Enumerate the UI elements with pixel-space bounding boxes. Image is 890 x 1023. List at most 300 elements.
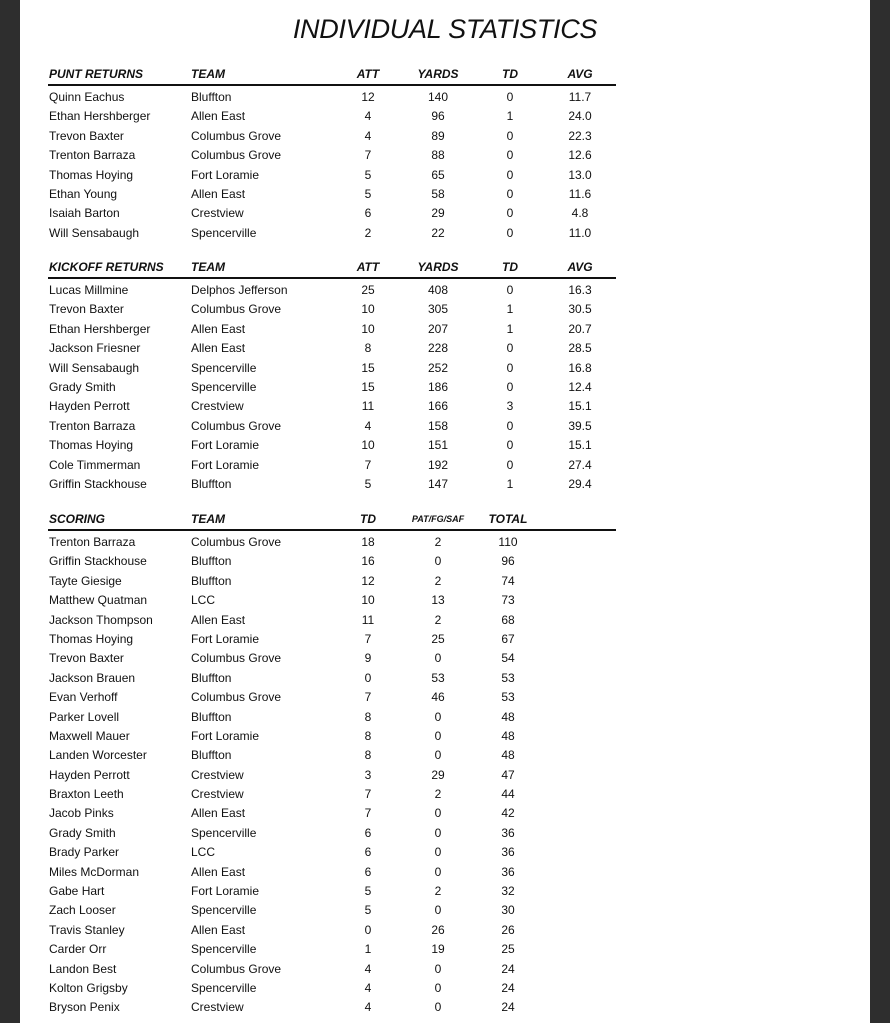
avg-value: 39.5	[568, 418, 592, 433]
yards-value: 65	[431, 167, 445, 182]
avg-value: 22.3	[568, 128, 592, 143]
player-name: Parker Lovell	[49, 709, 120, 724]
pat-fg-saf-value: 0	[434, 1000, 442, 1015]
player-name: Jackson Friesner	[49, 341, 141, 356]
yards-value: 252	[427, 360, 449, 375]
total-value: 67	[501, 631, 515, 646]
table-row	[48, 939, 616, 958]
td-value: 0	[506, 167, 514, 182]
att-value: 8	[364, 341, 372, 356]
td-value: 0	[506, 186, 514, 201]
td-value: 16	[361, 554, 375, 569]
table-row	[48, 668, 616, 687]
player-name: Miles McDorman	[49, 864, 140, 879]
total-value: 48	[501, 748, 515, 763]
player-name: Griffin Stackhouse	[49, 554, 147, 569]
team-name: Bluffton	[191, 90, 232, 104]
td-value: 0	[506, 438, 514, 453]
kickoff-returns-header	[48, 259, 616, 279]
player-name: Carder Orr	[49, 942, 107, 957]
att-value: 15	[361, 379, 375, 394]
td-value: 6	[364, 864, 372, 879]
yards-value: 228	[427, 341, 449, 356]
team-name: Columbus Grove	[191, 961, 282, 976]
player-name: Ethan Young	[49, 186, 118, 201]
col-header-td: TD	[502, 260, 518, 274]
avg-value: 4.8	[571, 206, 589, 221]
punt-returns-header	[48, 66, 616, 86]
col-header-pat-fg-saf: PAT/FG/SAF	[411, 514, 465, 524]
col-header-team: TEAM	[191, 67, 225, 81]
td-value: 0	[506, 283, 514, 297]
att-value: 6	[364, 206, 372, 221]
table-row	[48, 765, 616, 784]
total-value: 36	[501, 825, 515, 840]
team-name: Delphos Jefferson	[191, 283, 288, 297]
td-value: 6	[364, 845, 372, 860]
td-value: 0	[506, 148, 514, 163]
table-row	[48, 435, 616, 454]
table-row	[48, 551, 616, 570]
att-value: 4	[364, 128, 372, 143]
yards-value: 58	[431, 186, 445, 201]
td-value: 8	[364, 748, 372, 763]
pat-fg-saf-value: 2	[434, 535, 442, 549]
total-value: 30	[501, 903, 515, 918]
player-name: Braxton Leeth	[49, 787, 124, 802]
player-name: Will Sensabaugh	[49, 360, 140, 375]
td-value: 7	[364, 806, 372, 821]
team-name: Spencerville	[191, 903, 257, 918]
pat-fg-saf-value: 0	[434, 728, 442, 743]
avg-value: 29.4	[568, 476, 592, 491]
team-name: Bluffton	[191, 709, 232, 724]
total-value: 48	[501, 728, 515, 743]
total-value: 54	[501, 651, 515, 666]
team-name: Columbus Grove	[191, 128, 282, 143]
total-value: 36	[501, 845, 515, 860]
col-header-yards: YARDS	[417, 260, 459, 274]
avg-value: 30.5	[568, 302, 592, 317]
avg-value: 11.0	[568, 225, 592, 240]
td-value: 12	[361, 573, 375, 588]
att-value: 5	[364, 476, 372, 491]
avg-value: 27.4	[568, 457, 592, 472]
team-name: Crestview	[191, 399, 244, 414]
td-value: 0	[364, 922, 372, 937]
player-name: Gabe Hart	[49, 884, 105, 899]
avg-value: 12.6	[568, 148, 592, 163]
td-value: 11	[361, 612, 375, 627]
td-value: 0	[506, 379, 514, 394]
table-row	[48, 416, 616, 435]
table-row	[48, 223, 616, 242]
col-header-att: ATT	[356, 67, 380, 81]
td-value: 7	[364, 690, 372, 705]
player-name: Hayden Perrott	[49, 399, 130, 414]
pat-fg-saf-value: 0	[434, 825, 442, 840]
player-name: Trevon Baxter	[49, 651, 124, 666]
player-name: Brady Parker	[49, 845, 120, 860]
player-name: Trevon Baxter	[49, 302, 124, 317]
team-name: Columbus Grove	[191, 302, 282, 317]
pat-fg-saf-value: 2	[434, 573, 442, 588]
table-row	[48, 823, 616, 842]
player-name: Lucas Millmine	[49, 283, 129, 297]
table-row	[48, 920, 616, 939]
table-row	[48, 338, 616, 357]
table-row	[48, 455, 616, 474]
avg-value: 24.0	[568, 109, 592, 124]
table-row	[48, 145, 616, 164]
table-row	[48, 959, 616, 978]
total-value: 68	[501, 612, 515, 627]
player-name: Isaiah Barton	[49, 206, 120, 221]
total-value: 42	[501, 806, 515, 821]
att-value: 12	[361, 90, 375, 104]
total-value: 53	[501, 690, 515, 705]
player-name: Trenton Barraza	[49, 418, 136, 433]
total-value: 36	[501, 864, 515, 879]
att-value: 7	[364, 148, 372, 163]
team-name: Crestview	[191, 787, 244, 802]
col-header-team: TEAM	[191, 260, 225, 274]
player-name: Jackson Thompson	[49, 612, 153, 627]
td-value: 1	[506, 109, 514, 124]
table-row	[48, 377, 616, 396]
table-row	[48, 396, 616, 415]
team-name: Crestview	[191, 1000, 244, 1015]
viewer-frame-right	[870, 0, 890, 1023]
table-row	[48, 126, 616, 145]
total-value: 24	[501, 1000, 515, 1015]
yards-value: 166	[427, 399, 449, 414]
col-header-td: TD	[502, 67, 518, 81]
team-name: Columbus Grove	[191, 535, 282, 549]
team-name: Bluffton	[191, 476, 232, 491]
td-value: 4	[364, 961, 372, 976]
team-name: Fort Loramie	[191, 728, 260, 743]
table-row	[48, 203, 616, 222]
team-name: Fort Loramie	[191, 884, 260, 899]
yards-value: 140	[427, 90, 449, 104]
att-value: 10	[361, 321, 375, 336]
table-row	[48, 726, 616, 745]
col-header-att: ATT	[356, 260, 380, 274]
total-value: 24	[501, 980, 515, 995]
total-value: 25	[501, 942, 515, 957]
player-name: Trevon Baxter	[49, 128, 124, 143]
td-value: 0	[506, 206, 514, 221]
yards-value: 96	[431, 109, 445, 124]
td-value: 0	[506, 418, 514, 433]
table-row	[48, 358, 616, 377]
team-name: Bluffton	[191, 554, 232, 569]
pat-fg-saf-value: 25	[431, 631, 445, 646]
avg-value: 11.7	[568, 90, 592, 104]
pat-fg-saf-value: 2	[434, 787, 442, 802]
table-row	[48, 648, 616, 667]
pat-fg-saf-value: 0	[434, 864, 442, 879]
att-value: 4	[364, 418, 372, 433]
table-row	[48, 900, 616, 919]
td-value: 3	[364, 767, 372, 782]
table-row	[48, 571, 616, 590]
team-name: Columbus Grove	[191, 690, 282, 705]
team-name: Bluffton	[191, 573, 232, 588]
pat-fg-saf-value: 0	[434, 554, 442, 569]
team-name: Columbus Grove	[191, 418, 282, 433]
player-name: Jacob Pinks	[49, 806, 114, 821]
table-row	[48, 165, 616, 184]
att-value: 25	[361, 283, 375, 297]
td-value: 5	[364, 903, 372, 918]
team-name: Spencerville	[191, 825, 257, 840]
td-value: 0	[506, 90, 514, 104]
total-value: 48	[501, 709, 515, 724]
col-header-td: TD	[360, 512, 376, 526]
att-value: 11	[361, 399, 375, 414]
table-row	[48, 319, 616, 338]
team-name: Spencerville	[191, 942, 257, 957]
pat-fg-saf-value: 0	[434, 709, 442, 724]
kickoff-returns-table	[48, 259, 616, 493]
att-value: 10	[361, 438, 375, 453]
avg-value: 16.8	[568, 360, 592, 375]
total-value: 44	[501, 787, 515, 802]
team-name: Bluffton	[191, 670, 232, 685]
col-header-avg: AVG	[567, 67, 593, 81]
table-row	[48, 687, 616, 706]
player-name: Quinn Eachus	[49, 90, 125, 104]
pat-fg-saf-value: 46	[431, 690, 445, 705]
table-row	[48, 978, 616, 997]
att-value: 4	[364, 109, 372, 124]
team-name: Spencerville	[191, 360, 257, 375]
team-name: Fort Loramie	[191, 438, 260, 453]
table-row	[48, 87, 616, 106]
yards-value: 207	[427, 321, 449, 336]
punt-returns-rows	[48, 87, 616, 242]
player-name: Kolton Grigsby	[49, 980, 128, 995]
avg-value: 11.6	[568, 186, 592, 201]
table-row	[48, 474, 616, 493]
td-value: 1	[506, 321, 514, 336]
team-name: Allen East	[191, 864, 246, 879]
table-row	[48, 610, 616, 629]
team-name: LCC	[191, 593, 216, 608]
team-name: Spencerville	[191, 225, 257, 240]
team-name: Allen East	[191, 922, 246, 937]
yards-value: 305	[427, 302, 449, 317]
team-name: Allen East	[191, 186, 246, 201]
col-header-team: TEAM	[191, 512, 225, 526]
td-value: 10	[361, 593, 375, 608]
table-row	[48, 299, 616, 318]
player-name: Thomas Hoying	[49, 438, 134, 453]
team-name: Allen East	[191, 341, 246, 356]
col-header-category: SCORING	[49, 512, 106, 526]
avg-value: 15.1	[568, 399, 592, 414]
pat-fg-saf-value: 13	[431, 593, 445, 608]
scoring-header	[48, 511, 616, 531]
pat-fg-saf-value: 0	[434, 845, 442, 860]
table-row	[48, 280, 616, 299]
player-name: Matthew Quatman	[49, 593, 148, 608]
table-row	[48, 106, 616, 125]
team-name: Allen East	[191, 321, 246, 336]
col-header-total: TOTAL	[488, 512, 528, 526]
yards-value: 192	[427, 457, 449, 472]
team-name: Allen East	[191, 612, 246, 627]
team-name: Fort Loramie	[191, 631, 260, 646]
team-name: Allen East	[191, 109, 246, 124]
total-value: 53	[501, 670, 515, 685]
avg-value: 15.1	[568, 438, 592, 453]
td-value: 0	[364, 670, 372, 685]
avg-value: 12.4	[568, 379, 592, 394]
player-name: Ethan Hershberger	[49, 109, 151, 124]
pat-fg-saf-value: 26	[431, 922, 445, 937]
total-value: 26	[501, 922, 515, 937]
table-row	[48, 862, 616, 881]
pat-fg-saf-value: 0	[434, 961, 442, 976]
viewer-frame-left	[0, 0, 20, 1023]
td-value: 9	[364, 651, 372, 666]
player-name: Will Sensabaugh	[49, 225, 140, 240]
pat-fg-saf-value: 0	[434, 806, 442, 821]
team-name: Fort Loramie	[191, 457, 260, 472]
att-value: 5	[364, 167, 372, 182]
player-name: Landon Best	[49, 961, 117, 976]
td-value: 6	[364, 825, 372, 840]
avg-value: 16.3	[568, 283, 592, 297]
yards-value: 29	[431, 206, 445, 221]
table-row	[48, 784, 616, 803]
td-value: 0	[506, 341, 514, 356]
td-value: 0	[506, 225, 514, 240]
pat-fg-saf-value: 2	[434, 884, 442, 899]
page-title: INDIVIDUAL STATISTICS	[292, 14, 598, 44]
yards-value: 22	[431, 225, 445, 240]
team-name: Spencerville	[191, 980, 257, 995]
player-name: Hayden Perrott	[49, 767, 130, 782]
player-name: Grady Smith	[49, 379, 116, 394]
pat-fg-saf-value: 0	[434, 980, 442, 995]
td-value: 4	[364, 980, 372, 995]
pat-fg-saf-value: 0	[434, 748, 442, 763]
player-name: Maxwell Mauer	[49, 728, 130, 743]
team-name: LCC	[191, 845, 216, 860]
pat-fg-saf-value: 53	[431, 670, 445, 685]
yards-value: 89	[431, 128, 445, 143]
td-value: 18	[361, 535, 375, 549]
att-value: 2	[364, 225, 372, 240]
att-value: 7	[364, 457, 372, 472]
team-name: Allen East	[191, 806, 246, 821]
total-value: 24	[501, 961, 515, 976]
td-value: 1	[506, 476, 514, 491]
pat-fg-saf-value: 29	[431, 767, 445, 782]
table-row	[48, 532, 616, 551]
total-value: 32	[501, 884, 515, 899]
yards-value: 147	[427, 476, 449, 491]
table-row	[48, 842, 616, 861]
pat-fg-saf-value: 0	[434, 651, 442, 666]
col-header-avg: AVG	[567, 260, 593, 274]
total-value: 73	[501, 593, 515, 608]
table-row	[48, 590, 616, 609]
scoring-table	[48, 511, 616, 1017]
team-name: Spencerville	[191, 379, 257, 394]
team-name: Crestview	[191, 767, 244, 782]
table-row	[48, 745, 616, 764]
player-name: Thomas Hoying	[49, 167, 134, 182]
col-header-category: PUNT RETURNS	[49, 67, 144, 81]
total-value: 96	[501, 554, 515, 569]
player-name: Landen Worcester	[49, 748, 147, 763]
player-name: Travis Stanley	[49, 922, 125, 937]
total-value: 47	[501, 767, 515, 782]
punt-returns-table	[48, 66, 616, 242]
yards-value: 186	[427, 379, 449, 394]
yards-value: 151	[427, 438, 449, 453]
avg-value: 28.5	[568, 341, 592, 356]
table-row	[48, 707, 616, 726]
team-name: Columbus Grove	[191, 651, 282, 666]
player-name: Jackson Brauen	[49, 670, 136, 685]
td-value: 4	[364, 1000, 372, 1015]
player-name: Evan Verhoff	[49, 690, 118, 705]
att-value: 15	[361, 360, 375, 375]
table-row	[48, 803, 616, 822]
team-name: Columbus Grove	[191, 148, 282, 163]
scoring-rows	[48, 532, 616, 1017]
td-value: 3	[506, 399, 514, 414]
avg-value: 13.0	[568, 167, 592, 182]
player-name: Thomas Hoying	[49, 631, 134, 646]
yards-value: 408	[427, 283, 449, 297]
td-value: 7	[364, 787, 372, 802]
pat-fg-saf-value: 0	[434, 903, 442, 918]
td-value: 5	[364, 884, 372, 899]
table-row	[48, 629, 616, 648]
player-name: Trenton Barraza	[49, 535, 136, 549]
col-header-category: KICKOFF RETURNS	[49, 260, 164, 274]
player-name: Zach Looser	[49, 903, 116, 918]
yards-value: 88	[431, 148, 445, 163]
player-name: Bryson Penix	[49, 1000, 120, 1015]
td-value: 0	[506, 457, 514, 472]
pat-fg-saf-value: 2	[434, 612, 442, 627]
pat-fg-saf-value: 19	[431, 942, 445, 957]
td-value: 8	[364, 709, 372, 724]
yards-value: 158	[427, 418, 449, 433]
att-value: 5	[364, 186, 372, 201]
team-name: Bluffton	[191, 748, 232, 763]
table-row	[48, 997, 616, 1016]
td-value: 0	[506, 128, 514, 143]
team-name: Crestview	[191, 206, 244, 221]
att-value: 10	[361, 302, 375, 317]
player-name: Ethan Hershberger	[49, 321, 151, 336]
col-header-yards: YARDS	[417, 67, 459, 81]
td-value: 7	[364, 631, 372, 646]
player-name: Griffin Stackhouse	[49, 476, 147, 491]
table-row	[48, 881, 616, 900]
player-name: Trenton Barraza	[49, 148, 136, 163]
td-value: 1	[364, 942, 372, 957]
